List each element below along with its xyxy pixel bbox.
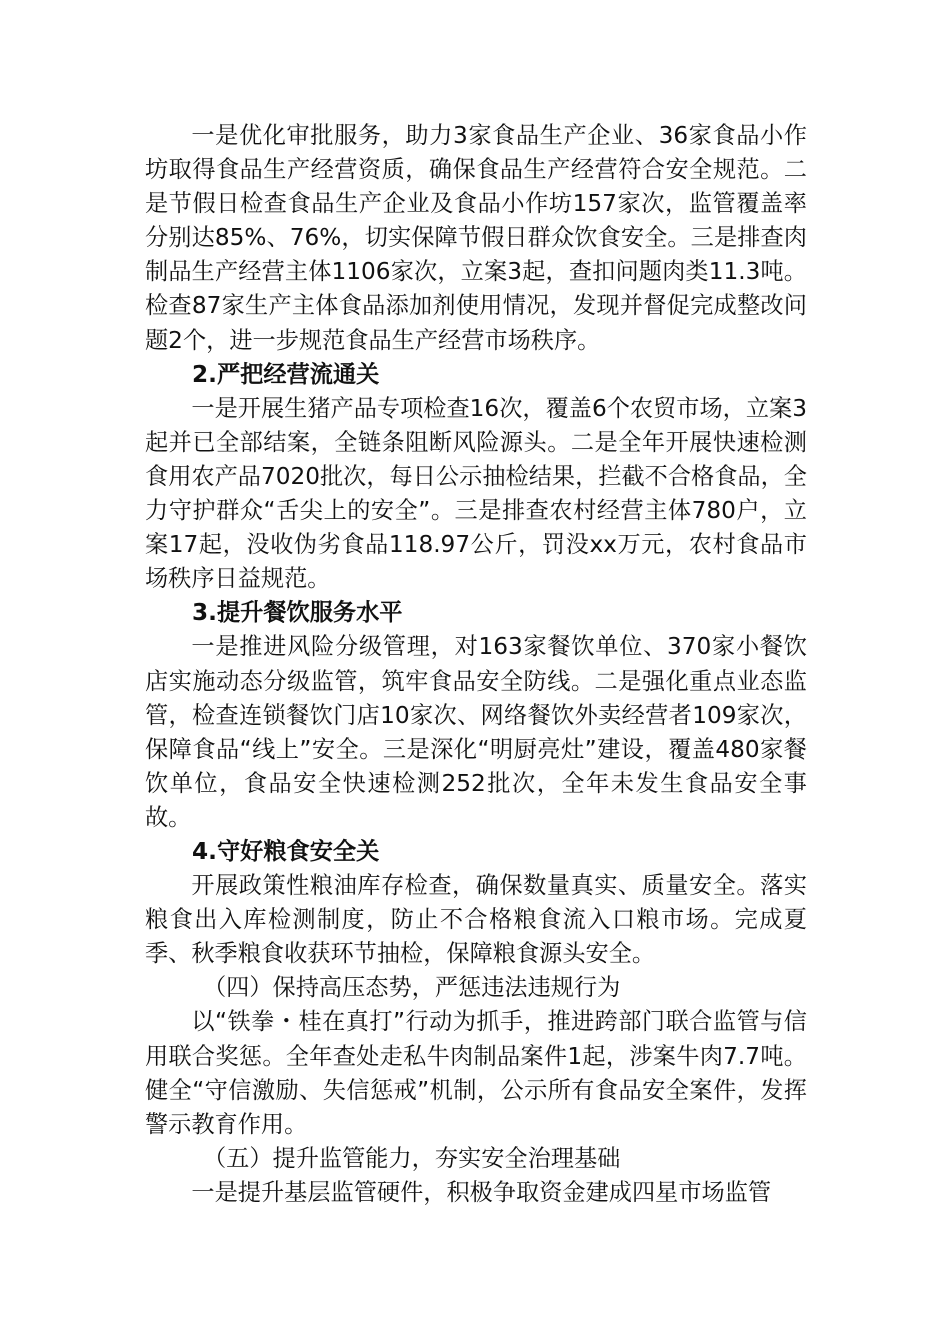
heading-distribution: 2.严把经营流通关 [192,360,380,388]
paragraph-production-review: 一是优化审批服务，助力3家食品生产企业、36家食品小作坊取得食品生产经营资质，确保食品生产经营符合安全规范。二是节假日检查食品生产企业及食品小作坊157家次，监管覆盖率分别达85%、76%，切实保障节假日群众饮食安全。三是排查肉制品生产经营主体1106家次，立案3起，查扣问题肉类11.3吨。检查87家生产主体食品添加剂使用情况，发现并督促完成整改问题2个，进一步规范食品生产经营市场秩序。 [145,122,807,354]
paragraph-distribution: 一是开展生猪产品专项检查16次，覆盖6个农贸市场，立案3起并已全部结案，全链条阻断风险源头。二是全年开展快速检测食用农产品7020批次，每日公示抽检结果，拦截不合格食品，全力守护群众“舌尖上的安全”。三是排查农村经营主体780户，立案17起，没收伪劣食品118.97公斤，罚没xx万元，农村食品市场秩序日益规范。 [145,394,807,593]
heading-catering: 3.提升餐饮服务水平 [192,599,403,627]
heading-grain-safety: 4.守好粮食安全关 [192,837,380,865]
paragraph-capacity: 一是提升基层监管硬件，积极争取资金建成四星市场监管 [191,1178,772,1206]
section-heading-capacity: （五）提升监管能力，夯实安全治理基础 [203,1144,621,1172]
paragraph-grain-safety: 开展政策性粮油库存检查，确保数量真实、质量安全。落实粮食出入库检测制度，防止不合格粮食流入口粮市场。完成夏季、秋季粮食收获环节抽检，保障粮食源头安全。 [145,872,807,968]
document-page [145,119,807,1210]
paragraph-enforcement: 以“铁拳・桂在真打”行动为抓手，推进跨部门联合监管与信用联合奖惩。全年查处走私牛肉制品案件1起，涉案牛肉7.7吨。健全“守信激励、失信惩戒”机制，公示所有食品安全案件，发挥警示教育作用。 [145,1008,807,1138]
section-heading-enforcement: （四）保持高压态势，严惩违法违规行为 [203,974,621,1002]
paragraph-catering: 一是推进风险分级管理，对163家餐饮单位、370家小餐饮店实施动态分级监管，筑牢食品安全防线。二是强化重点业态监管，检查连锁餐饮门店10家次、网络餐饮外卖经营者109家次，保障食品“线上”安全。三是深化“明厨亮灶”建设，覆盖480家餐饮单位，食品安全快速检测252批次，全年未发生食品安全事故。 [145,633,807,831]
